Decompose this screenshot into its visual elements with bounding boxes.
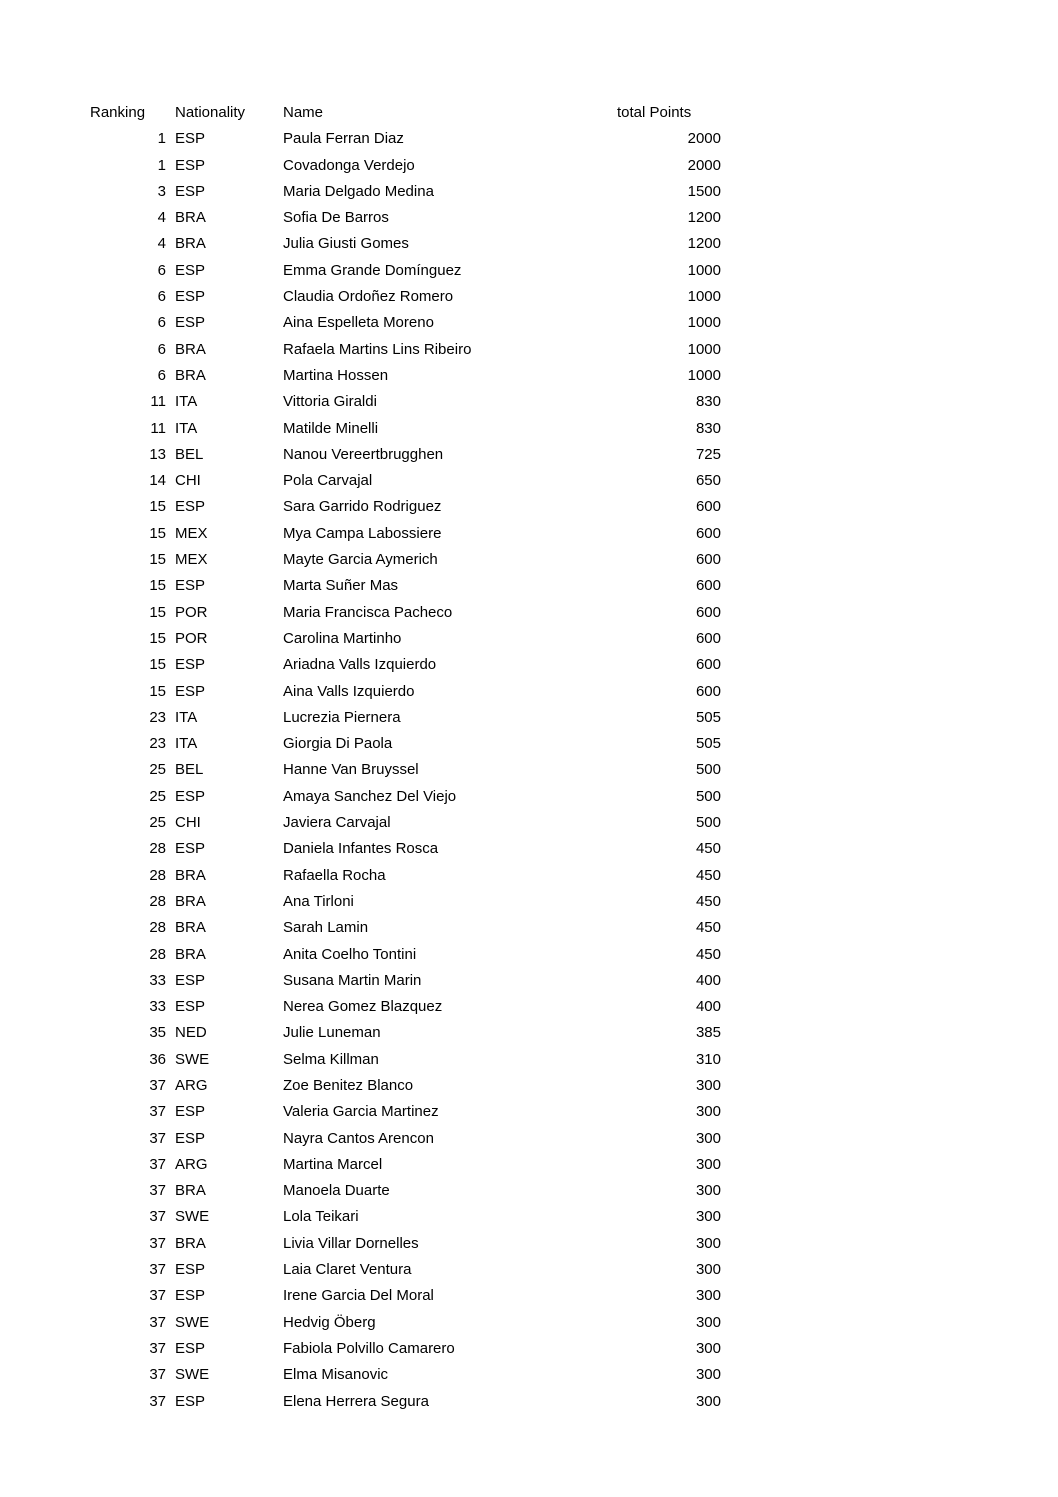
name-cell: Giorgia Di Paola xyxy=(283,735,393,753)
nationality-cell: ESP xyxy=(175,1392,206,1410)
points-cell: 300 xyxy=(695,1234,721,1252)
ranking-cell: 37 xyxy=(149,1155,166,1173)
ranking-cell: 1 xyxy=(157,156,166,174)
name-cell: Pola Carvajal xyxy=(283,472,373,490)
points-cell: 1000 xyxy=(687,288,721,306)
nationality-cell: ESP xyxy=(175,498,206,516)
nationality-cell: BRA xyxy=(175,209,206,227)
header-row xyxy=(90,100,721,126)
table-row xyxy=(90,389,721,415)
table-row xyxy=(90,836,721,862)
points-cell: 600 xyxy=(695,682,721,700)
name-cell: Matilde Minelli xyxy=(283,419,379,437)
points-cell: 300 xyxy=(695,1076,721,1094)
nationality-cell: BRA xyxy=(175,366,206,384)
name-cell: Javiera Carvajal xyxy=(283,814,391,832)
name-cell: Amaya Sanchez Del Viejo xyxy=(283,787,457,805)
table-row xyxy=(90,363,721,389)
ranking-cell: 1 xyxy=(157,130,166,148)
name-cell: Mya Campa Labossiere xyxy=(283,524,442,542)
table-row xyxy=(90,889,721,915)
nationality-cell: BRA xyxy=(175,1234,206,1252)
points-cell: 600 xyxy=(695,603,721,621)
table-row xyxy=(90,258,721,284)
nationality-cell: ESP xyxy=(175,787,206,805)
name-cell: Nerea Gomez Blazquez xyxy=(283,998,443,1016)
ranking-cell: 4 xyxy=(157,235,166,253)
ranking-cell: 35 xyxy=(149,1024,166,1042)
name-cell: Manoela Duarte xyxy=(283,1182,390,1200)
nationality-cell: SWE xyxy=(175,1313,210,1331)
table-body xyxy=(90,126,721,1415)
nationality-cell: ITA xyxy=(175,393,198,411)
nationality-cell: ESP xyxy=(175,998,206,1016)
nationality-cell: ESP xyxy=(175,682,206,700)
ranking-cell: 13 xyxy=(149,445,166,463)
points-cell: 450 xyxy=(695,866,721,884)
points-cell: 500 xyxy=(695,787,721,805)
name-cell: Maria Delgado Medina xyxy=(283,182,434,200)
table-row xyxy=(90,468,721,494)
table-row xyxy=(90,652,721,678)
name-cell: Lucrezia Piernera xyxy=(283,708,401,726)
table-row xyxy=(90,153,721,179)
nationality-cell: ESP xyxy=(175,577,206,595)
table-row xyxy=(90,994,721,1020)
header-ranking: Ranking xyxy=(90,104,146,121)
points-cell: 300 xyxy=(695,1313,721,1331)
name-cell: Fabiola Polvillo Camarero xyxy=(283,1339,455,1357)
ranking-cell: 25 xyxy=(149,787,166,805)
table-row xyxy=(90,968,721,994)
nationality-cell: ESP xyxy=(175,1339,206,1357)
ranking-cell: 23 xyxy=(149,708,166,726)
points-cell: 385 xyxy=(695,1024,721,1042)
ranking-cell: 25 xyxy=(149,761,166,779)
points-cell: 505 xyxy=(695,735,721,753)
nationality-cell: ESP xyxy=(175,971,206,989)
ranking-cell: 37 xyxy=(149,1129,166,1147)
nationality-cell: ARG xyxy=(175,1076,208,1094)
table-row xyxy=(90,284,721,310)
name-cell: Emma Grande Domínguez xyxy=(283,261,462,279)
points-cell: 1200 xyxy=(687,209,721,227)
name-cell: Valeria Garcia Martinez xyxy=(283,1103,439,1121)
ranking-cell: 3 xyxy=(157,182,166,200)
points-cell: 300 xyxy=(695,1103,721,1121)
nationality-cell: ESP xyxy=(175,656,206,674)
table-row xyxy=(90,494,721,520)
name-cell: Aina Valls Izquierdo xyxy=(283,682,415,700)
name-cell: Carolina Martinho xyxy=(283,629,402,647)
ranking-cell: 37 xyxy=(149,1366,166,1384)
ranking-cell: 28 xyxy=(149,866,166,884)
points-cell: 300 xyxy=(695,1261,721,1279)
ranking-cell: 33 xyxy=(149,998,166,1016)
ranking-cell: 37 xyxy=(149,1182,166,1200)
points-cell: 300 xyxy=(695,1208,721,1226)
nationality-cell: ESP xyxy=(175,261,206,279)
name-cell: Sarah Lamin xyxy=(283,919,369,937)
points-cell: 300 xyxy=(695,1155,721,1173)
table-row xyxy=(90,126,721,152)
ranking-cell: 28 xyxy=(149,919,166,937)
nationality-cell: SWE xyxy=(175,1050,210,1068)
nationality-cell: MEX xyxy=(175,524,208,542)
table-row xyxy=(90,757,721,783)
ranking-cell: 11 xyxy=(150,419,166,437)
table-row xyxy=(90,810,721,836)
table-row xyxy=(90,1099,721,1125)
header-name: Name xyxy=(283,104,324,121)
nationality-cell: BRA xyxy=(175,340,206,358)
table-row xyxy=(90,1362,721,1388)
table-row xyxy=(90,1257,721,1283)
table-row xyxy=(90,1231,721,1257)
nationality-cell: ESP xyxy=(175,1129,206,1147)
ranking-cell: 15 xyxy=(149,629,166,647)
points-cell: 600 xyxy=(695,629,721,647)
points-cell: 830 xyxy=(695,393,721,411)
nationality-cell: ESP xyxy=(175,156,206,174)
table-row xyxy=(90,310,721,336)
name-cell: Julie Luneman xyxy=(283,1024,381,1042)
ranking-cell: 11 xyxy=(150,393,166,411)
ranking-cell: 15 xyxy=(149,524,166,542)
points-cell: 450 xyxy=(695,945,721,963)
ranking-cell: 15 xyxy=(149,551,166,569)
points-cell: 300 xyxy=(695,1366,721,1384)
nationality-cell: BRA xyxy=(175,945,206,963)
nationality-cell: NED xyxy=(175,1024,207,1042)
nationality-cell: BRA xyxy=(175,892,206,910)
table-row xyxy=(90,1283,721,1309)
name-cell: Covadonga Verdejo xyxy=(283,156,415,174)
name-cell: Laia Claret Ventura xyxy=(283,1261,412,1279)
ranking-cell: 6 xyxy=(157,366,166,384)
ranking-cell: 25 xyxy=(149,814,166,832)
name-cell: Paula Ferran Diaz xyxy=(283,130,404,148)
nationality-cell: BEL xyxy=(175,761,204,779)
points-cell: 725 xyxy=(695,445,721,463)
table-row xyxy=(90,573,721,599)
points-cell: 300 xyxy=(695,1287,721,1305)
name-cell: Mayte Garcia Aymerich xyxy=(283,551,438,569)
points-cell: 300 xyxy=(695,1182,721,1200)
points-cell: 500 xyxy=(695,761,721,779)
name-cell: Nanou Vereertbrugghen xyxy=(283,445,444,463)
points-cell: 1500 xyxy=(687,182,721,200)
name-cell: Marta Suñer Mas xyxy=(283,577,399,595)
points-cell: 450 xyxy=(695,840,721,858)
points-cell: 450 xyxy=(695,919,721,937)
nationality-cell: ESP xyxy=(175,1103,206,1121)
name-cell: Livia Villar Dornelles xyxy=(283,1234,419,1252)
table-row xyxy=(90,600,721,626)
nationality-cell: ESP xyxy=(175,288,206,306)
points-cell: 300 xyxy=(695,1129,721,1147)
points-cell: 600 xyxy=(695,551,721,569)
name-cell: Selma Killman xyxy=(283,1050,379,1068)
table-row xyxy=(90,547,721,573)
ranking-cell: 15 xyxy=(149,656,166,674)
table-row xyxy=(90,705,721,731)
name-cell: Irene Garcia Del Moral xyxy=(283,1287,434,1305)
ranking-cell: 37 xyxy=(149,1208,166,1226)
points-cell: 1000 xyxy=(687,314,721,332)
points-cell: 1200 xyxy=(687,235,721,253)
table-row xyxy=(90,179,721,205)
points-cell: 505 xyxy=(695,708,721,726)
ranking-cell: 28 xyxy=(149,840,166,858)
ranking-cell: 14 xyxy=(149,472,166,490)
table-row xyxy=(90,205,721,231)
name-cell: Claudia Ordoñez Romero xyxy=(283,288,454,306)
points-cell: 2000 xyxy=(687,156,721,174)
table-row xyxy=(90,1204,721,1230)
table-row xyxy=(90,1152,721,1178)
table-row xyxy=(90,337,721,363)
table-row xyxy=(90,1389,721,1415)
name-cell: Nayra Cantos Arencon xyxy=(283,1129,434,1147)
points-cell: 450 xyxy=(695,892,721,910)
nationality-cell: MEX xyxy=(175,551,208,569)
nationality-cell: CHI xyxy=(175,814,201,832)
ranking-cell: 6 xyxy=(157,314,166,332)
ranking-cell: 37 xyxy=(149,1234,166,1252)
points-cell: 600 xyxy=(695,498,721,516)
ranking-cell: 37 xyxy=(149,1392,166,1410)
header-total-points: total Points xyxy=(617,104,692,121)
table-row xyxy=(90,679,721,705)
nationality-cell: BRA xyxy=(175,866,206,884)
name-cell: Ariadna Valls Izquierdo xyxy=(283,656,437,674)
nationality-cell: ESP xyxy=(175,1287,206,1305)
name-cell: Rafaela Martins Lins Ribeiro xyxy=(283,340,472,358)
ranking-cell: 23 xyxy=(149,735,166,753)
ranking-cell: 4 xyxy=(157,209,166,227)
header-nationality: Nationality xyxy=(175,104,246,121)
name-cell: Susana Martin Marin xyxy=(283,971,422,989)
name-cell: Ana Tirloni xyxy=(283,892,354,910)
name-cell: Elena Herrera Segura xyxy=(283,1392,429,1410)
table-row xyxy=(90,1020,721,1046)
table-row xyxy=(90,416,721,442)
ranking-cell: 28 xyxy=(149,945,166,963)
ranking-cell: 37 xyxy=(149,1287,166,1305)
points-cell: 500 xyxy=(695,814,721,832)
table-row xyxy=(90,863,721,889)
points-cell: 600 xyxy=(695,524,721,542)
ranking-cell: 37 xyxy=(149,1339,166,1357)
table-row xyxy=(90,231,721,257)
table-row xyxy=(90,1310,721,1336)
nationality-cell: ITA xyxy=(175,735,198,753)
nationality-cell: BEL xyxy=(175,445,204,463)
name-cell: Anita Coelho Tontini xyxy=(283,945,417,963)
name-cell: Sofia De Barros xyxy=(283,209,389,227)
ranking-cell: 37 xyxy=(149,1261,166,1279)
name-cell: Vittoria Giraldi xyxy=(283,393,377,411)
name-cell: Martina Marcel xyxy=(283,1155,383,1173)
name-cell: Aina Espelleta Moreno xyxy=(283,314,434,332)
name-cell: Hedvig Öberg xyxy=(283,1313,376,1331)
name-cell: Elma Misanovic xyxy=(283,1366,389,1384)
ranking-cell: 37 xyxy=(149,1076,166,1094)
name-cell: Julia Giusti Gomes xyxy=(283,235,409,253)
nationality-cell: ESP xyxy=(175,182,206,200)
ranking-cell: 15 xyxy=(149,498,166,516)
table-row xyxy=(90,521,721,547)
nationality-cell: ESP xyxy=(175,840,206,858)
points-cell: 310 xyxy=(695,1050,721,1068)
points-cell: 2000 xyxy=(687,130,721,148)
ranking-cell: 33 xyxy=(149,971,166,989)
ranking-cell: 15 xyxy=(149,682,166,700)
nationality-cell: POR xyxy=(175,629,208,647)
points-cell: 650 xyxy=(695,472,721,490)
points-cell: 830 xyxy=(695,419,721,437)
nationality-cell: ESP xyxy=(175,130,206,148)
table-row xyxy=(90,915,721,941)
nationality-cell: ESP xyxy=(175,1261,206,1279)
name-cell: Sara Garrido Rodriguez xyxy=(283,498,442,516)
points-cell: 600 xyxy=(695,577,721,595)
nationality-cell: SWE xyxy=(175,1366,210,1384)
nationality-cell: ESP xyxy=(175,314,206,332)
ranking-cell: 28 xyxy=(149,892,166,910)
ranking-cell: 15 xyxy=(149,603,166,621)
table-row xyxy=(90,1047,721,1073)
name-cell: Rafaella Rocha xyxy=(283,866,386,884)
nationality-cell: ITA xyxy=(175,708,198,726)
table-row xyxy=(90,442,721,468)
ranking-cell: 6 xyxy=(157,340,166,358)
points-cell: 400 xyxy=(695,998,721,1016)
ranking-table xyxy=(90,100,721,1415)
name-cell: Hanne Van Bruyssel xyxy=(283,761,419,779)
nationality-cell: BRA xyxy=(175,235,206,253)
ranking-cell: 15 xyxy=(149,577,166,595)
table-row xyxy=(90,626,721,652)
name-cell: Martina Hossen xyxy=(283,366,389,384)
table-row xyxy=(90,784,721,810)
name-cell: Daniela Infantes Rosca xyxy=(283,840,439,858)
points-cell: 1000 xyxy=(687,366,721,384)
name-cell: Zoe Benitez Blanco xyxy=(283,1076,414,1094)
nationality-cell: POR xyxy=(175,603,208,621)
nationality-cell: BRA xyxy=(175,1182,206,1200)
table-row xyxy=(90,942,721,968)
ranking-cell: 36 xyxy=(149,1050,166,1068)
ranking-cell: 6 xyxy=(157,288,166,306)
table-row xyxy=(90,1073,721,1099)
ranking-cell: 37 xyxy=(149,1313,166,1331)
ranking-cell: 37 xyxy=(149,1103,166,1121)
name-cell: Maria Francisca Pacheco xyxy=(283,603,453,621)
ranking-cell: 6 xyxy=(157,261,166,279)
table-row xyxy=(90,1126,721,1152)
points-cell: 1000 xyxy=(687,261,721,279)
points-cell: 400 xyxy=(695,971,721,989)
nationality-cell: ARG xyxy=(175,1155,208,1173)
table-row xyxy=(90,1178,721,1204)
points-cell: 300 xyxy=(695,1392,721,1410)
nationality-cell: BRA xyxy=(175,919,206,937)
points-cell: 600 xyxy=(695,656,721,674)
name-cell: Lola Teikari xyxy=(283,1208,359,1226)
nationality-cell: ITA xyxy=(175,419,198,437)
table-row xyxy=(90,1336,721,1362)
nationality-cell: SWE xyxy=(175,1208,210,1226)
points-cell: 1000 xyxy=(687,340,721,358)
points-cell: 300 xyxy=(695,1339,721,1357)
table-row xyxy=(90,731,721,757)
nationality-cell: CHI xyxy=(175,472,201,490)
